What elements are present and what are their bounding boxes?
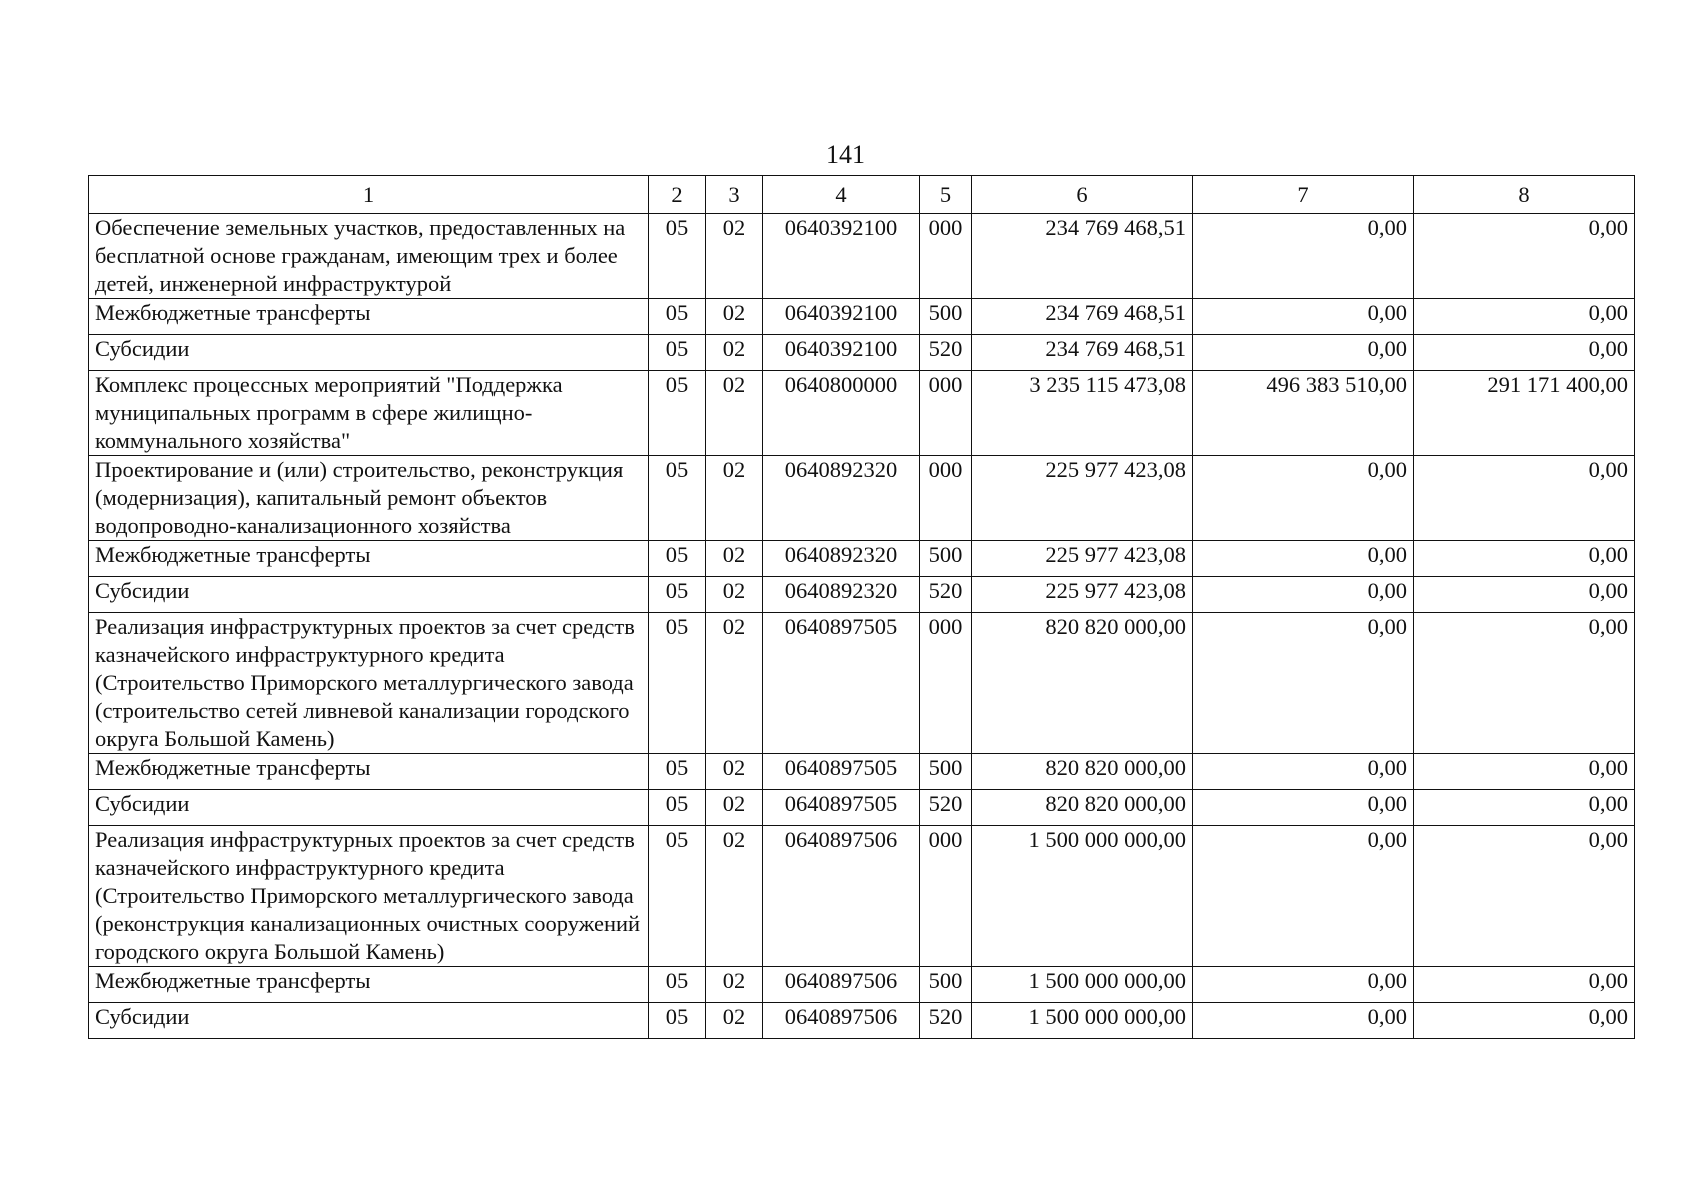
section-code: 05 [649,826,706,967]
item-name: Реализация инфраструктурных проектов за счет средств казначейского инфраструктурного кредита (Строительство Приморского металлургического завода (реконструкция канализационных очистных сооружений городского округа Большой Камень) [89,826,649,967]
section-code: 05 [649,541,706,577]
section-code: 05 [649,335,706,371]
amount-col-8: 0,00 [1414,826,1635,967]
amount-col-8: 0,00 [1414,335,1635,371]
amount-col-6: 234 769 468,51 [972,214,1193,299]
table-row [89,613,1635,754]
item-name: Проектирование и (или) строительство, реконструкция (модернизация), капитальный ремонт объектов водопроводно-канализационного хозяйства [89,456,649,541]
expense-type-code: 000 [920,826,972,967]
amount-col-7: 496 383 510,00 [1193,371,1414,456]
item-name: Субсидии [89,577,649,613]
section-code: 05 [649,790,706,826]
column-header: 1 [89,176,649,214]
subsection-code: 02 [706,790,763,826]
target-article-code: 0640892320 [763,577,920,613]
target-article-code: 0640392100 [763,335,920,371]
expense-type-code: 520 [920,335,972,371]
column-header: 5 [920,176,972,214]
table-row [89,335,1635,371]
expense-type-code: 000 [920,613,972,754]
target-article-code: 0640392100 [763,214,920,299]
amount-col-7: 0,00 [1193,214,1414,299]
subsection-code: 02 [706,541,763,577]
amount-col-6: 1 500 000 000,00 [972,967,1193,1003]
target-article-code: 0640892320 [763,541,920,577]
section-code: 05 [649,371,706,456]
subsection-code: 02 [706,613,763,754]
amount-col-6: 234 769 468,51 [972,299,1193,335]
amount-col-6: 820 820 000,00 [972,613,1193,754]
amount-col-7: 0,00 [1193,335,1414,371]
amount-col-6: 3 235 115 473,08 [972,371,1193,456]
page-number: 141 [826,140,865,169]
section-code: 05 [649,577,706,613]
item-name: Субсидии [89,335,649,371]
amount-col-7: 0,00 [1193,541,1414,577]
amount-col-8: 0,00 [1414,541,1635,577]
item-name: Межбюджетные трансферты [89,541,649,577]
amount-col-8: 0,00 [1414,967,1635,1003]
amount-col-7: 0,00 [1193,613,1414,754]
target-article-code: 0640800000 [763,371,920,456]
expense-type-code: 520 [920,1003,972,1039]
column-header: 2 [649,176,706,214]
column-header: 3 [706,176,763,214]
target-article-code: 0640392100 [763,299,920,335]
column-header: 8 [1414,176,1635,214]
expense-type-code: 520 [920,790,972,826]
section-code: 05 [649,613,706,754]
item-name: Субсидии [89,1003,649,1039]
section-code: 05 [649,1003,706,1039]
item-name: Межбюджетные трансферты [89,754,649,790]
column-header: 6 [972,176,1193,214]
amount-col-8: 0,00 [1414,754,1635,790]
expense-type-code: 000 [920,214,972,299]
amount-col-8: 0,00 [1414,299,1635,335]
table-row [89,577,1635,613]
target-article-code: 0640897506 [763,1003,920,1039]
table-row [89,371,1635,456]
expense-type-code: 520 [920,577,972,613]
amount-col-7: 0,00 [1193,456,1414,541]
expense-type-code: 500 [920,754,972,790]
expense-type-code: 000 [920,456,972,541]
amount-col-8: 0,00 [1414,577,1635,613]
target-article-code: 0640892320 [763,456,920,541]
table-row [89,790,1635,826]
amount-col-6: 1 500 000 000,00 [972,1003,1193,1039]
expense-type-code: 500 [920,541,972,577]
amount-col-7: 0,00 [1193,826,1414,967]
subsection-code: 02 [706,335,763,371]
section-code: 05 [649,967,706,1003]
target-article-code: 0640897506 [763,967,920,1003]
target-article-code: 0640897505 [763,790,920,826]
item-name: Межбюджетные трансферты [89,299,649,335]
subsection-code: 02 [706,214,763,299]
budget-table [88,175,1635,1039]
table-row [89,214,1635,299]
section-code: 05 [649,214,706,299]
table-row [89,967,1635,1003]
subsection-code: 02 [706,754,763,790]
section-code: 05 [649,299,706,335]
subsection-code: 02 [706,456,763,541]
expense-type-code: 500 [920,967,972,1003]
item-name: Межбюджетные трансферты [89,967,649,1003]
amount-col-8: 0,00 [1414,790,1635,826]
amount-col-6: 225 977 423,08 [972,456,1193,541]
amount-col-7: 0,00 [1193,967,1414,1003]
expense-type-code: 000 [920,371,972,456]
subsection-code: 02 [706,371,763,456]
subsection-code: 02 [706,967,763,1003]
subsection-code: 02 [706,1003,763,1039]
table-row [89,826,1635,967]
amount-col-6: 225 977 423,08 [972,577,1193,613]
subsection-code: 02 [706,826,763,967]
subsection-code: 02 [706,299,763,335]
amount-col-8: 291 171 400,00 [1414,371,1635,456]
column-header: 7 [1193,176,1414,214]
target-article-code: 0640897505 [763,613,920,754]
amount-col-7: 0,00 [1193,1003,1414,1039]
item-name: Обеспечение земельных участков, предоставленных на бесплатной основе гражданам, имеющим трех и более детей, инженерной инфраструктурой [89,214,649,299]
amount-col-8: 0,00 [1414,613,1635,754]
amount-col-8: 0,00 [1414,456,1635,541]
amount-col-6: 1 500 000 000,00 [972,826,1193,967]
amount-col-6: 225 977 423,08 [972,541,1193,577]
table-row [89,1003,1635,1039]
amount-col-7: 0,00 [1193,754,1414,790]
item-name: Комплекс процессных мероприятий "Поддержка муниципальных программ в сфере жилищно-коммунального хозяйства" [89,371,649,456]
column-header: 4 [763,176,920,214]
amount-col-6: 820 820 000,00 [972,754,1193,790]
item-name: Реализация инфраструктурных проектов за счет средств казначейского инфраструктурного кредита (Строительство Приморского металлургического завода (строительство сетей ливневой канализации городского округа Большой Камень) [89,613,649,754]
table-row [89,456,1635,541]
table-row [89,754,1635,790]
amount-col-8: 0,00 [1414,214,1635,299]
amount-col-7: 0,00 [1193,299,1414,335]
amount-col-8: 0,00 [1414,1003,1635,1039]
column-number-row [89,176,1635,214]
subsection-code: 02 [706,577,763,613]
section-code: 05 [649,754,706,790]
amount-col-7: 0,00 [1193,577,1414,613]
amount-col-6: 820 820 000,00 [972,790,1193,826]
item-name: Субсидии [89,790,649,826]
target-article-code: 0640897505 [763,754,920,790]
section-code: 05 [649,456,706,541]
target-article-code: 0640897506 [763,826,920,967]
table-row [89,541,1635,577]
amount-col-6: 234 769 468,51 [972,335,1193,371]
amount-col-7: 0,00 [1193,790,1414,826]
table-row [89,299,1635,335]
expense-type-code: 500 [920,299,972,335]
